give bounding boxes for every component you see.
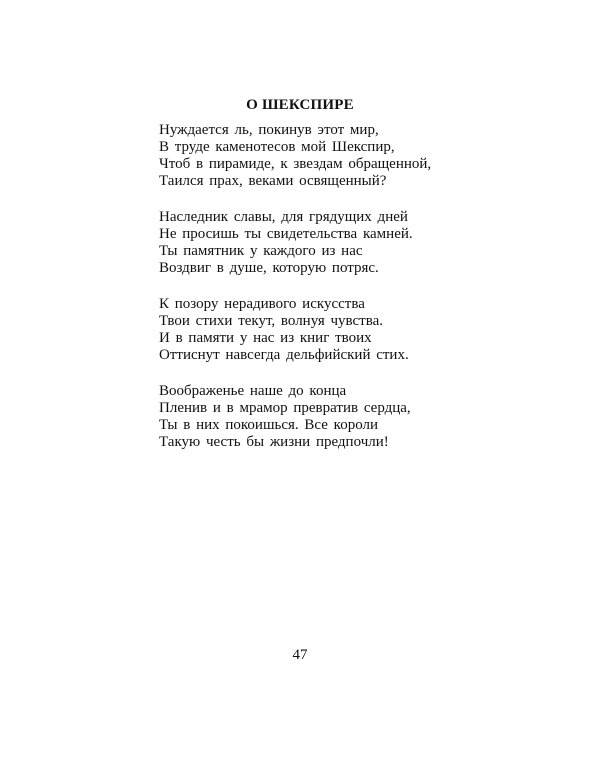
poem-title: О ШЕКСПИРЕ — [246, 97, 354, 113]
poem-line: К позору нерадивого искусства — [159, 296, 365, 312]
poem-line: Чтоб в пирамиде, к звездам обращенной, — [159, 156, 432, 172]
stanza-2 — [159, 209, 479, 277]
poem-line: Таился прах, веками освященный? — [159, 173, 387, 189]
poem-line: Не просишь ты свидетельства камней. — [159, 226, 413, 242]
stanza-1 — [159, 122, 479, 190]
poem-line: Наследник славы, для грядущих дней — [159, 209, 408, 225]
stanza-4 — [159, 383, 479, 451]
poem-line: Твои стихи текут, волнуя чувства. — [159, 313, 384, 329]
stanza-3 — [159, 296, 479, 364]
poem-line: Такую честь бы жизни предпочли! — [159, 434, 389, 450]
poem-line: Воздвиг в душе, которую потряс. — [159, 260, 379, 276]
poem-line: Воображенье наше до конца — [159, 383, 347, 399]
poem-line: В труде каменотесов мой Шекспир, — [159, 139, 395, 155]
poem-line: И в памяти у нас из книг твоих — [159, 330, 372, 346]
poem-line: Ты в них покоишься. Все короли — [159, 417, 379, 433]
poem-line: Пленив и в мрамор превратив сердца, — [159, 400, 411, 416]
page-number: 47 — [292, 647, 308, 663]
poem-body — [159, 122, 479, 470]
poem-line: Нуждается ль, покинув этот мир, — [159, 122, 379, 138]
poem-line: Оттиснут навсегда дельфийский стих. — [159, 347, 409, 363]
poem-line: Ты памятник у каждого из нас — [159, 243, 363, 259]
